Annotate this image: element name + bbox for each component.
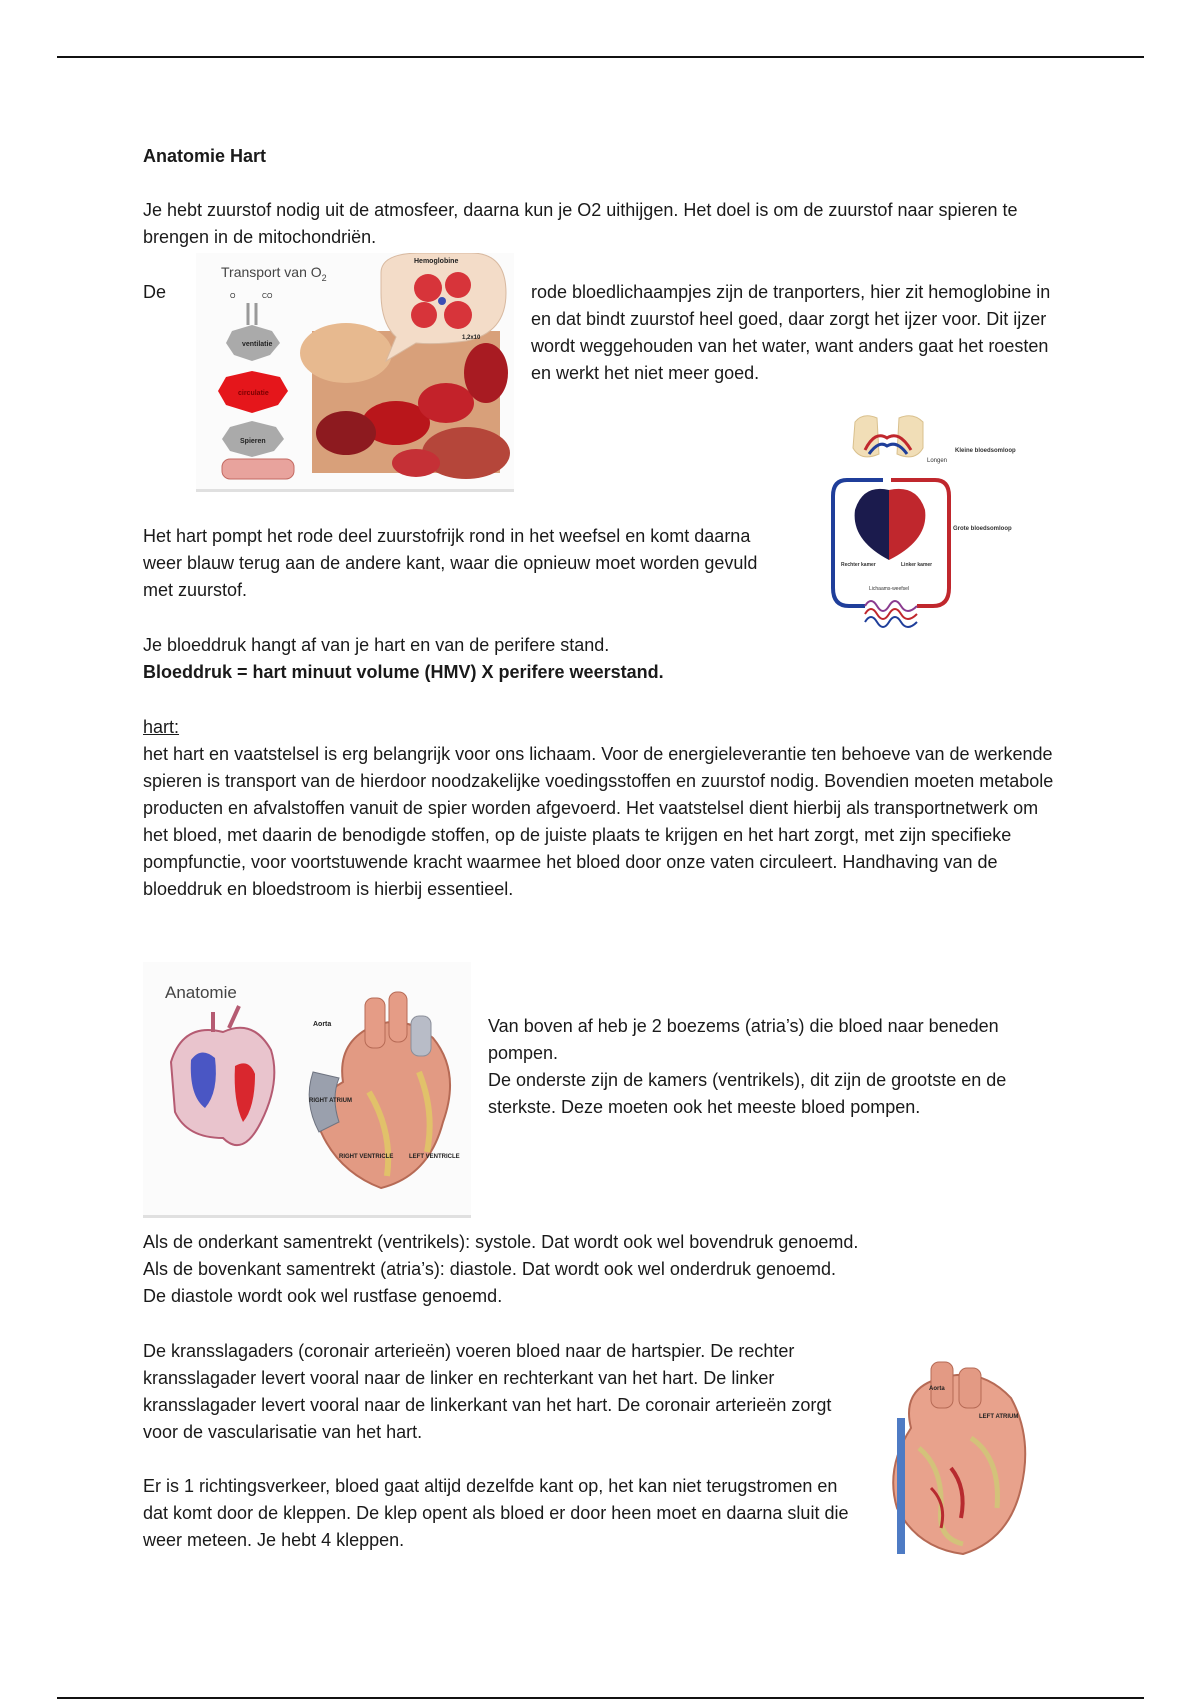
page-title: Anatomie Hart — [143, 146, 267, 166]
grote-bloedsomloop-label: Grote bloedsomloop — [953, 526, 1012, 532]
lichaam-label: Lichaams-weefsel — [869, 586, 910, 592]
transport-title: Transport van $O_2$ — [221, 264, 327, 283]
bloodpressure-formula: Bloeddruk = hart minuut volume (HMV) X perifere weerstand. — [143, 662, 664, 682]
diastole-line: Als de bovenkant samentrekt (atria’s): diastole. Dat wordt ook wel onderdruk genoemd. — [143, 1259, 837, 1279]
right-atrium-label: RIGHT ATRIUM — [309, 1098, 352, 1104]
left-atrium-label: LEFT ATRIUM — [979, 1414, 1019, 1420]
left-ventricle-label: LEFT VENTRICLE — [409, 1154, 460, 1160]
rechter-kamer-label: Rechter kamer — [841, 562, 876, 568]
header-rule — [57, 56, 1144, 58]
hart-paragraph: het hart en vaatstelsel is erg belangrijk voor ons lichaam. Voor de energieleverantie ten behoeve van de werkende spieren is transport van de hierdoor noodzakelijke voedingsstoffen en zuurstof nodig. Bovendien moeten metabole producten en afvalstoffen vanuit de spier worden afgevoerd. Het vaatstelsel dient hierbij als transportnetwerk om het bloed, met daarin de benodigde stoffen, op de juiste plaats te krijgen en het hart zorgt, met zijn specifieke pompfunctie, voor voortstuwende kracht waarmee het bloed door onze vaten circuleert. Handhaving van de bloeddruk en bloedstroom is hierbij essentieel. — [143, 744, 1054, 899]
right-ventricle-label: RIGHT VENTRICLE — [339, 1154, 394, 1160]
transport-o2-figure — [196, 253, 514, 492]
ventilatie-label: ventilatie — [242, 341, 273, 348]
circulatie-label: circulatie — [238, 390, 269, 397]
footer-rule — [57, 1697, 1144, 1699]
coronary-paragraph: De kransslagaders (coronair arterieën) voeren bloed naar de hartspier. De rechter kransslagader levert vooral naar de linker en rechterkant van het hart. De linker kransslagader levert vooral naar de linkerkant van het hart. De coronair arterieën zorgt voor de vascularisatie van het hart. — [143, 1341, 832, 1442]
pump-paragraph: Het hart pompt het rode deel zuurstofrijk rond in het weefsel en komt daarna weer blauw terug aan de andere kant, waar die opnieuw moet worden gevuld met zuurstof. — [143, 526, 758, 600]
anatomie-illustration — [143, 962, 471, 1215]
circulation-diagram — [825, 410, 1018, 637]
coronary-figure — [871, 1358, 1035, 1560]
aorta-label: Aorta — [313, 1021, 332, 1028]
de-word: De — [143, 282, 167, 302]
rbc-paragraph: rode bloedlichaampjes zijn de tranporters, hier zit hemoglobine in en dat bindt zuurstof heel goed, daar zorgt het ijzer voor. Dit ijzer wordt weggehouden van het water, want anders gaat het roesten en werkt het niet meer goed. — [531, 282, 1051, 383]
ventricle-paragraph: De onderste zijn de kamers (ventrikels), dit zijn de grootste en de sterkste. Deze moeten ook het meeste bloed pompen. — [488, 1070, 1007, 1117]
anatomie-title: Anatomie — [165, 983, 237, 1002]
count-label: 1,2x10 — [462, 335, 481, 341]
anatomie-figure — [143, 962, 471, 1218]
transport-o2-illustration — [196, 253, 514, 489]
coronary-aorta-label: Aorta — [929, 1386, 945, 1392]
coronary-illustration — [871, 1358, 1035, 1560]
kleine-bloedsomloop-label: Kleine bloedsomloop — [955, 448, 1016, 454]
atria-paragraph: Van boven af heb je 2 boezems (atria’s) die bloed naar beneden pompen. — [488, 1016, 999, 1063]
hart-heading: hart: — [143, 717, 180, 737]
rest-line: De diastole wordt ook wel rustfase genoemd. — [143, 1286, 503, 1306]
intro-paragraph: Je hebt zuurstof nodig uit de atmosfeer, daarna kun je O2 uithijgen. Het doel is om de zuurstof naar spieren te brengen in de mitochondriën. — [143, 200, 1018, 247]
bloodpressure-paragraph: Je bloeddruk hangt af van je hart en van de perifere stand. — [143, 635, 610, 655]
hemoglobine-label: Hemoglobine — [414, 258, 459, 265]
spieren-label: Spieren — [240, 438, 266, 445]
linker-kamer-label: Linker kamer — [901, 562, 933, 568]
valve-paragraph: Er is 1 richtingsverkeer, bloed gaat altijd dezelfde kant op, het kan niet terugstromen en dat komt door de kleppen. De klep opent als bloed er door heen moet en daarna sluit die weer meteen. Je hebt 4 kleppen. — [143, 1476, 849, 1550]
circulation-figure — [825, 410, 1018, 637]
co2-label: CO — [262, 293, 273, 300]
longen-label: Longen — [927, 458, 948, 464]
o2-label: O — [230, 293, 236, 300]
systole-line: Als de onderkant samentrekt (ventrikels): systole. Dat wordt ook wel bovendruk genoemd. — [143, 1232, 859, 1252]
